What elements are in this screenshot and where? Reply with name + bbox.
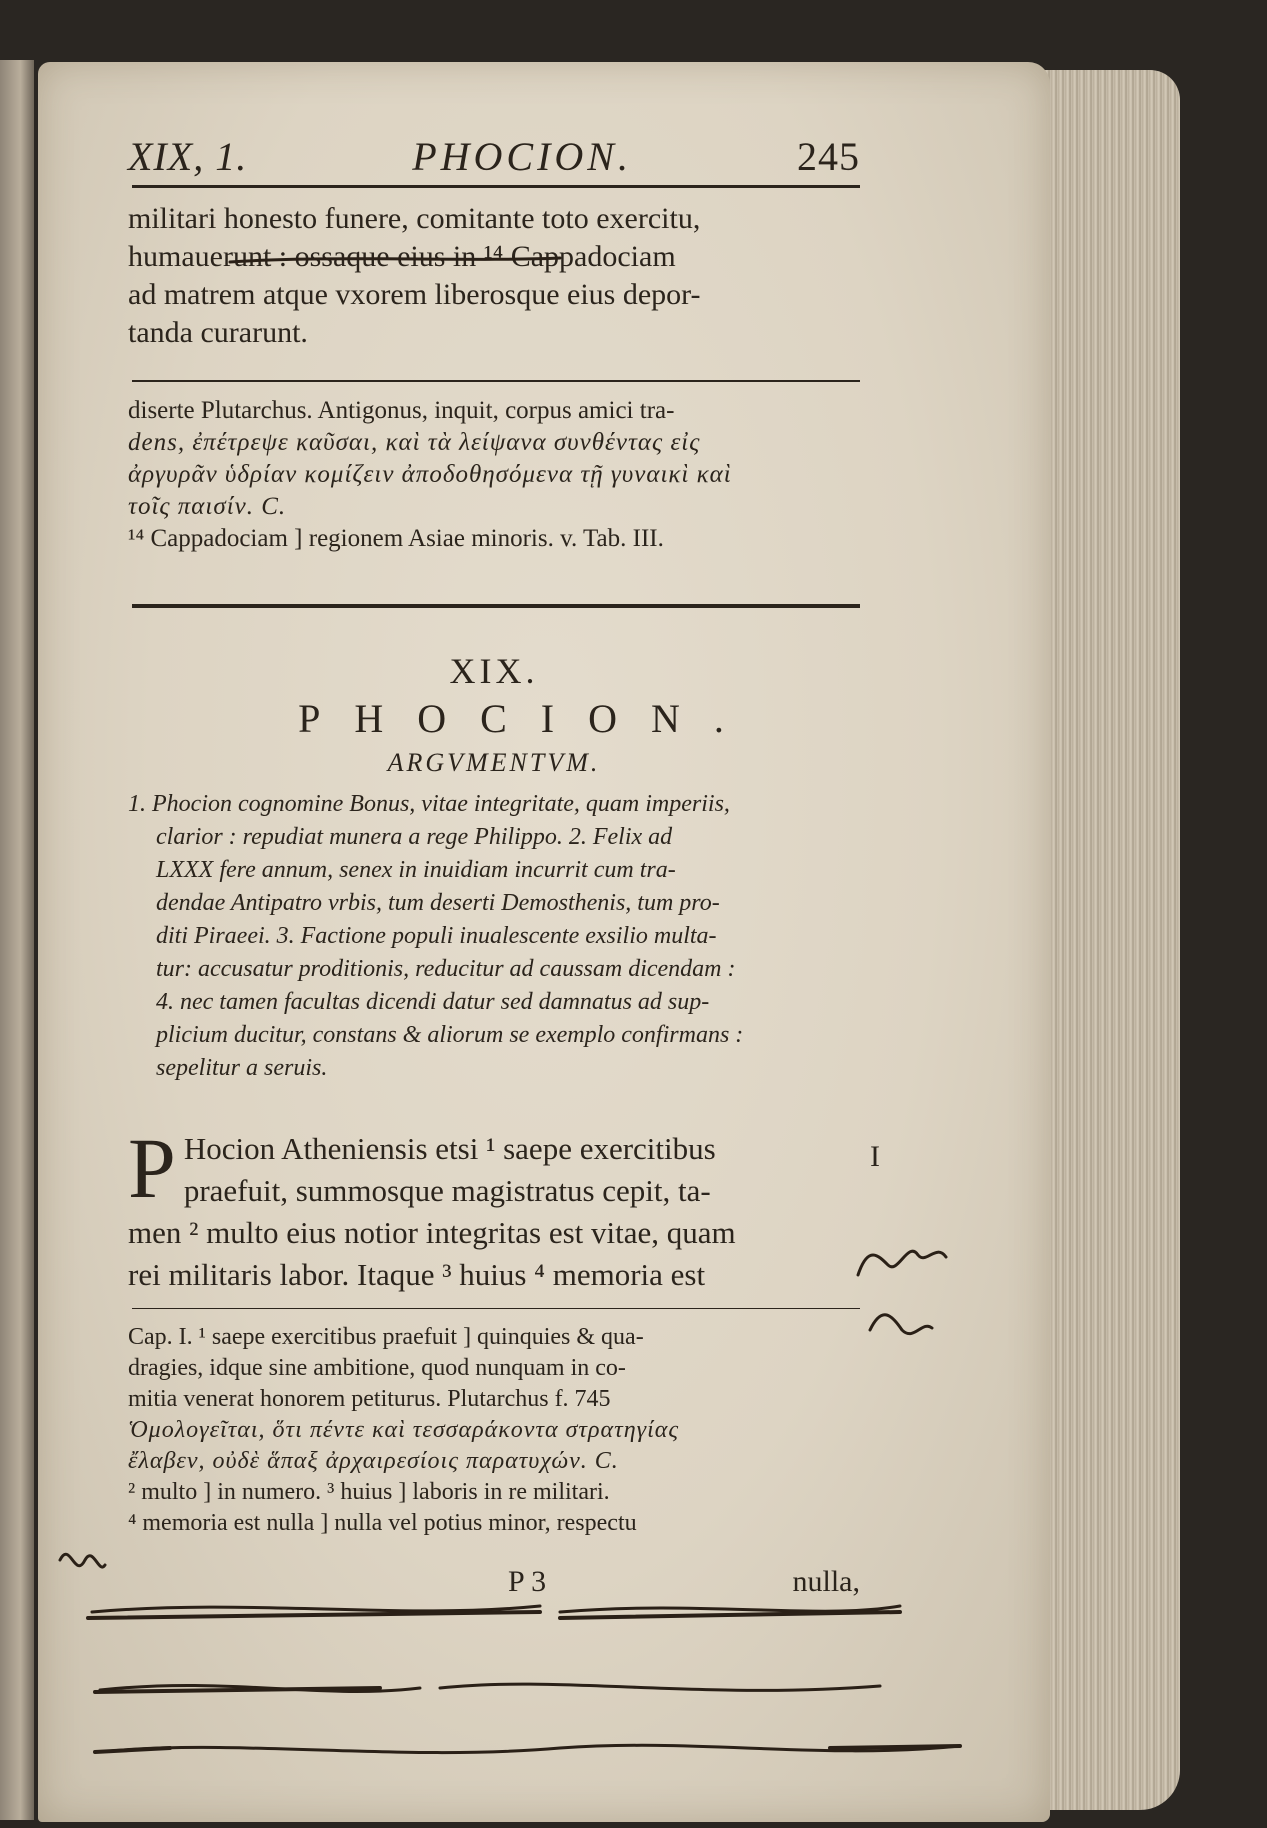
main-line: men ² multo eius notior integritas est vitae, quam [128, 1215, 736, 1250]
main-text [128, 1120, 860, 1296]
running-header [128, 128, 860, 180]
signature-line [128, 1565, 860, 1599]
text-line: militari honesto funere, comitante toto exercitu, [128, 202, 701, 235]
argument-line: plicium ducitur, constans & aliorum se exemplo confirmans : [156, 1022, 744, 1048]
argument-line: tur: accusatur proditionis, reducitur ad caussam dicendam : [156, 956, 736, 982]
argument-line: dendae Antipatro vrbis, tum deserti Demosthenis, tum pro- [156, 890, 720, 916]
argument-line: LXXX fere annum, senex in inuidiam incurrit cum tra- [156, 857, 676, 883]
note-line: ² multo ] in numero. ³ huius ] laboris in re militari. [128, 1479, 610, 1505]
argument-line: clarior : repudiat munera a rege Philippo. 2. Felix ad [156, 824, 673, 850]
note-line: Cap. I. ¹ saepe exercitibus praefuit ] quinquies & qua- [128, 1324, 644, 1350]
catchword: nulla, [792, 1565, 860, 1598]
note-line-greek: τοῖς παισίν. C. [128, 493, 287, 520]
notes-rule-bottom [132, 1308, 860, 1309]
chapter-title: PHOCION. [298, 696, 758, 741]
note-line: ¹⁴ Cappadociam ] regionem Asiae minoris. v. Tab. III. [128, 525, 664, 552]
note-line: dragies, idque sine ambitione, quod nunquam in co- [128, 1355, 626, 1381]
text-line: tanda curarunt. [128, 316, 308, 349]
note-line-greek: ἀργυρᾶν ὑδρίαν κομίζειν ἀποδοθησόμενα τῇ γυναικὶ καὶ [128, 461, 732, 488]
footnotes-top [128, 395, 860, 555]
argument-title: ARGVMENTVM. [387, 748, 601, 777]
argument-summary [128, 788, 860, 1085]
note-line: mitia venerat honorem petiturus. Plutarchus f. 745 [128, 1386, 611, 1412]
note-line-greek: Ὁμολογεῖται, ὅτι πέντε καὶ τεσσαράκοντα στρατηγίας [128, 1417, 680, 1443]
note-line: diserte Plutarchus. Antigonus, inquit, corpus amici tra- [128, 397, 675, 424]
page-edges [1030, 70, 1180, 1810]
footnotes-bottom [128, 1322, 860, 1539]
main-line: rei militaris labor. Itaque ³ huius ⁴ memoria est [128, 1257, 706, 1292]
notes-rule [132, 380, 860, 382]
header-rule [132, 185, 860, 188]
margin-section-number: I [870, 1140, 880, 1173]
main-line: praefuit, summosque magistratus cepit, ta- [183, 1173, 711, 1208]
note-line-greek: dens, ἐπέτρεψε καῦσαι, καὶ τὰ λείψανα συνθέντας εἰς [128, 429, 701, 456]
argument-line: 1. Phocion cognomine Bonus, vitae integritate, quam imperiis, [128, 791, 730, 817]
text-line: ad matrem atque vxorem liberosque eius depor- [128, 278, 701, 311]
note-line-greek: ἔλαβεν, οὐδὲ ἅπαξ ἀρχαιρεσίοις παρατυχών. C. [128, 1448, 619, 1474]
left-page-edge [0, 60, 34, 1820]
top-paragraph [128, 200, 860, 352]
argument-line: diti Piraeei. 3. Factione populi inualescente exsilio multa- [156, 923, 717, 949]
page-number: 245 [797, 134, 860, 179]
argument-line: sepelitur a seruis. [156, 1055, 328, 1081]
text-line: humauerunt : ossaque eius in ¹⁴ Cappadociam [128, 240, 676, 273]
signature-mark: P 3 [508, 1565, 547, 1598]
chapter-number: XIX. [449, 651, 539, 691]
drop-cap: P [128, 1120, 176, 1216]
argument-line: 4. nec tamen facultas dicendi datur sed damnatus ad sup- [156, 989, 710, 1015]
chapter-rule [132, 604, 860, 608]
note-line: ⁴ memoria est nulla ] nulla vel potius minor, respectu [128, 1510, 637, 1536]
main-line: Hocion Atheniensis etsi ¹ saepe exercitibus [183, 1131, 716, 1166]
section-number: XIX, 1. [128, 134, 248, 179]
running-title: PHOCION. [412, 134, 632, 179]
